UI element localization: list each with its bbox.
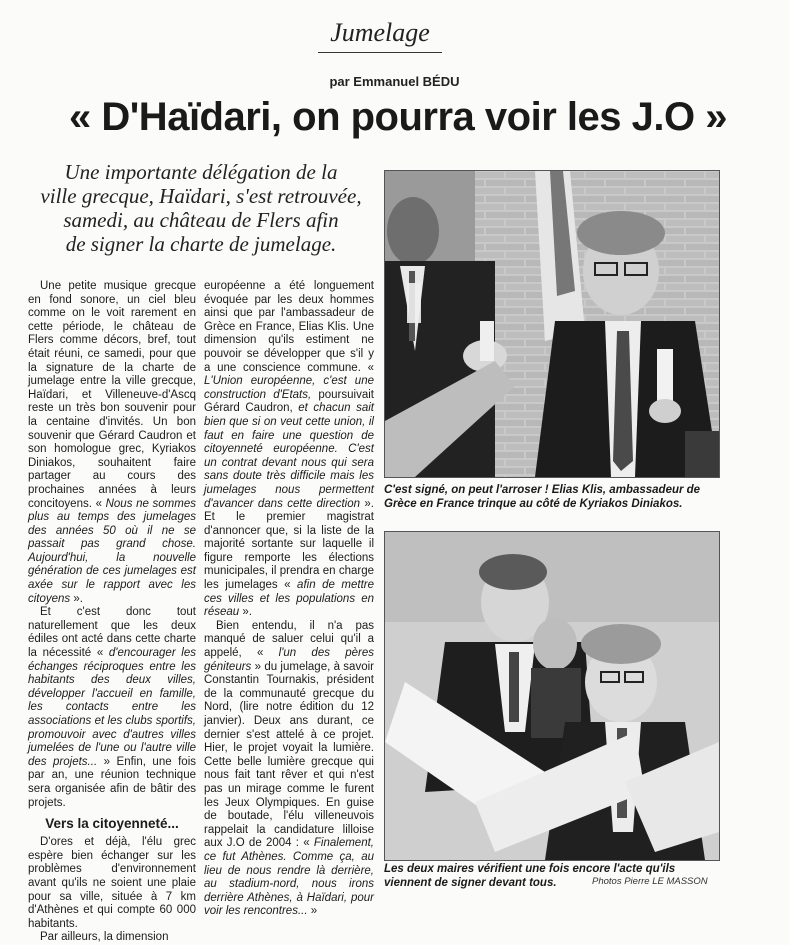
- intro-line: samedi, au château de Flers afin: [63, 208, 339, 232]
- text-run: »: [307, 905, 318, 918]
- byline: par Emmanuel BÉDU: [329, 74, 460, 89]
- intro-line: de signer la charte de jumelage.: [65, 232, 337, 256]
- text-run: poursuivait Gérard Caudron,: [204, 388, 374, 415]
- text-run: » Enfin, une fois par an, une réunion technique sera organisée afin de bâtir des projets.: [28, 755, 196, 809]
- quote-text: Nous ne sommes plus au temps des jumelages des années 50 où il ne se passait pas grand chose. Aujourd'hui, la nouvelle génération de ces jumelages est axée sur le rapport avec les citoyens: [28, 497, 196, 605]
- photo-mayors: [384, 531, 720, 861]
- section-title: Jumelage: [330, 18, 430, 47]
- intro-paragraph: [36, 160, 366, 256]
- quote-text: et chacun sait bien que si on veut cette union, il faut en faire une question de citoyenneté européenne. C'est un contrat devant nous qui sera sans doute très difficile mais les jumelages nous permettent d'avancer dans cette direction: [204, 402, 374, 510]
- text-run: Bien entendu, il n'a pas manqué de saluer celui qu'il a appelé, «: [204, 619, 374, 660]
- section-rule: [318, 52, 442, 53]
- headline: « D'Haïdari, on pourra voir les J.O »: [69, 95, 727, 139]
- quote-text: d'encourager les échanges réciproques entre les habitants des deux villes, développer l'accueil en famille, les contacts entre les associations et les clubs sportifs, promouvoir avec d'autres villes jumelées de l'une ou l'autre ville des projets...: [28, 647, 196, 768]
- article-column-1: [28, 280, 196, 945]
- text-run: Une petite musique grecque en fond sonore, un ciel bleu comme on le voit rarement en cette période, le château de Flers comme décors, bref, tout était réuni, ce samedi, pour que la signature de la charte de jumelage entre la ville grecque, Haïdari, et Villeneuve-d'Ascq reste un très bon souvenir pour la centaine d'invités. Un bon souvenir que Gérard Caudron et son homologue grec, Kyriakos Diniakos, souhaitent faire partager au cours des prochaines années à leurs concitoyens. «: [28, 280, 196, 510]
- article-paragraph: [28, 606, 196, 810]
- text-run: ».: [70, 592, 83, 605]
- photo-credit: Photos Pierre LE MASSON: [592, 876, 708, 887]
- article-paragraph: [204, 280, 374, 620]
- quote-text: l'un des pères géniteurs: [204, 647, 374, 673]
- intro-line: Une importante délégation de la: [64, 160, 338, 184]
- photo-caption: C'est signé, on peut l'arroser ! Elias Klis, ambassadeur de Grèce en France trinque au côté de Kyriakos Diniakos.: [384, 484, 701, 510]
- photo-toast: [384, 170, 720, 478]
- quote-text: L'Union européenne, c'est une construction d'Etats,: [204, 375, 374, 401]
- article-column-2: [204, 280, 374, 919]
- text-run: ». Et le premier magistrat d'annoncer que, si la liste de la majorité sortante sur laquelle il figure remporte les élections municipales, il prendra en charge les jumelages «: [204, 497, 374, 592]
- photo-toast-image: [385, 171, 719, 477]
- text-run: ».: [239, 606, 252, 619]
- text-run: Et c'est donc tout naturellement que les deux édiles ont acté dans cette charte la nécessité «: [28, 606, 196, 660]
- text-run: européenne a été longuement évoquée par les deux hommes ainsi que par l'ambassadeur de Grèce en France, Elias Klis. Une dimension qu'ils estiment ne pouvoir se développer que s'il y a une conscience commune. «: [204, 280, 374, 374]
- photo-mayors-image: [385, 532, 719, 860]
- text-run: » du jumelage, à savoir Constantin Tournakis, président de la communauté grecque du Nord, (lire notre édition du 12 janvier). Deux ans durant, ce dernier s'est attelé à ce projet. Hier, le projet voyait la lumière. Cette belle lumière grecque qui nous fait tant rêver et qui n'est pas un mirage comme le furent les Jeux Olympiques. En guise de boutade, l'élu villeneuvois rappelait la candidature lilloise aux J.O de 2004 : «: [204, 660, 374, 850]
- article-paragraph: D'ores et déjà, l'élu grec espère bien échanger sur les problèmes d'environnement avant qu'ils ne soient une plaie pour sa ville, située à 7 km d'Athènes et qui compte 60 000 habitants.: [28, 836, 196, 930]
- photo-caption: Les deux maires vérifient une fois encore l'acte qu'ils viennent de signer devant tous.: [384, 863, 676, 889]
- intro-line: ville grecque, Haïdari, s'est retrouvée,: [40, 184, 362, 208]
- article-paragraph: [28, 280, 196, 606]
- article-paragraph: Par ailleurs, la dimension: [40, 931, 169, 944]
- article-paragraph: [204, 620, 374, 919]
- quote-text: afin de mettre ces villes et les populations en réseau: [204, 579, 374, 619]
- quote-text: Finalement, ce fut Athènes. Comme ça, au lieu de nous rendre là derrière, au stadium-nord, nous irons derrière Athènes, à Haïdari, pour voir les rencontres...: [204, 837, 374, 918]
- subheading: Vers la citoyenneté...: [45, 816, 179, 832]
